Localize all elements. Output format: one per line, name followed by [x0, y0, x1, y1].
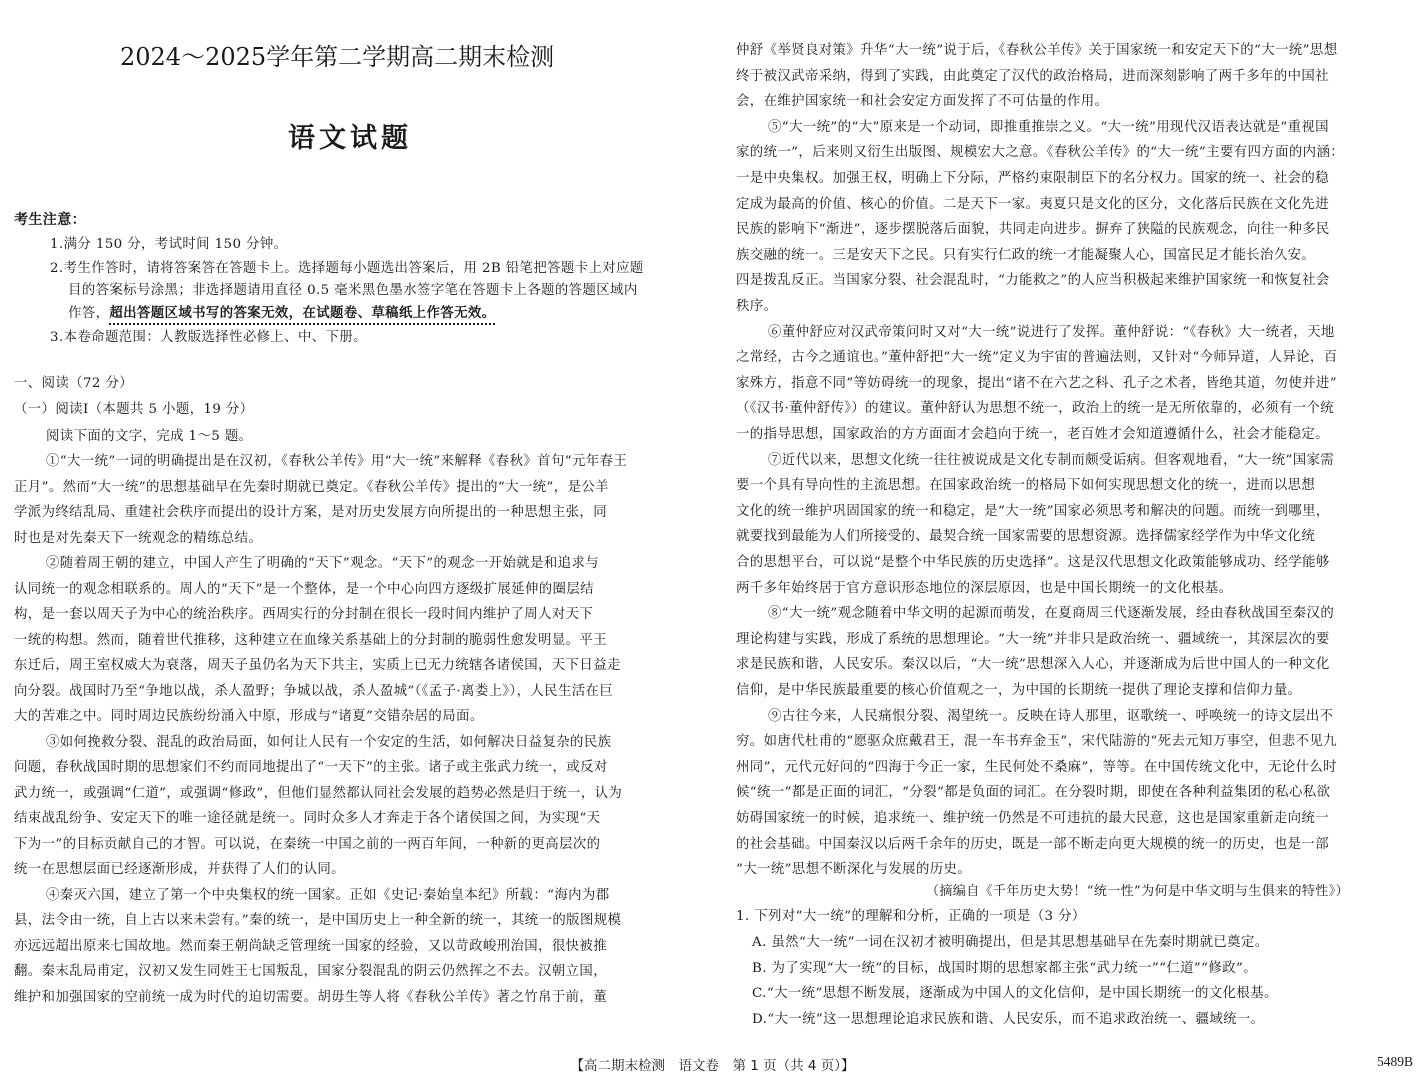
passage-line: 的社会基础。中国秦汉以后两千余年的历史，既是一部不断走向更大规模的统一的历史，也是一部: [736, 836, 1329, 852]
passage-line: 维护和加强国家的空前统一成为时代的迫切需要。胡毋生等人将《春秋公羊传》著之竹帛于前，董: [14, 989, 607, 1005]
passage-line: 家的统一”，后来则又衍生出版图、规模宏大之意。《春秋公羊传》的“大一统”主要有四方面的内涵：: [736, 145, 1345, 161]
passage-line: 向分裂。战国时乃至“争地以战，杀人盈野；争城以战，杀人盈城”（《孟子·离娄上》），人民生活在巨: [14, 683, 614, 699]
passage-line: 候“统一”都是正面的词汇，“分裂”都是负面的词汇。在分裂时期，即使在各种利益集团的私心私欲: [736, 785, 1331, 801]
passage-line: 构，是一套以周天子为中心的统治秩序。西周实行的分封制在很长一段时间内维护了周人对天下: [14, 607, 594, 622]
passage-line: “大一统”思想不断深化与发展的历史。: [736, 862, 972, 878]
passage-line: 一的指导思想，国家政治的方方面面才会趋向于统一，老百姓才会知道遵循什么，社会才能稳定。: [736, 427, 1329, 442]
passage-line: 下为一”的目标贡献自己的才智。可以说，在秦统一中国之前的一两百年间，一种新的更高层次的: [14, 836, 601, 852]
passage-line: 问题，春秋战国时期的思想家们不约而同地提出了“一天下”的主张。诸子或主张武力统一，或反对: [14, 760, 608, 775]
passage-line: ⑧“大一统”观念随着中华文明的起源而萌发，在夏商周三代逐渐发展，经由春秋战国至秦汉的: [768, 606, 1335, 622]
notice-item: 目的答案标号涂黑；非选择题请用直径 0.5 毫米黑色墨水签字笔在答题卡上各题的答题区域内: [68, 283, 638, 298]
passage-line: ⑨古往今来，人民痛恨分裂、渴望统一。反映在诗人那里，讴歌统一、呼唤统一的诗文层出不: [768, 708, 1334, 724]
passage-line: 穷。如唐代杜甫的“愿驱众庶戴君王，混一车书弃金玉”，宋代陆游的“死去元知万事空，但悲不见九: [736, 734, 1337, 750]
passage-line: 之常经，古今之通谊也。”董仲舒把“大一统”定义为宇宙的普遍法则，又针对“今师异道，人异论，百: [736, 350, 1338, 366]
passage-line: ⑦近代以来，思想文化统一往往被说成是文化专制而颇受诟病。但客观地看，“大一统”国家需: [768, 452, 1335, 468]
passage-line: 合的思想平台，可以说“是整个中华民族的历史选择”。这是汉代思想文化政策能够成功、经学能够: [736, 555, 1330, 570]
option-a: A. 虽然“大一统”一词在汉初才被明确提出，但是其思想基础早在先秦时期就已奠定。: [752, 935, 1269, 950]
passage-line: 秩序。: [736, 299, 778, 314]
exam-title: 2024～2025学年第二学期高二期末检测: [120, 43, 555, 71]
option-b: B. 为了实现“大一统”的目标，战国时期的思想家都主张“武力统一”“仁道”“修政”。: [752, 961, 1258, 976]
passage-line: 两千多年始终居于官方意识形态地位的深层原因，也是中国长期统一的文化根基。: [736, 580, 1233, 596]
passage-line: ②随着周王朝的建立，中国人产生了明确的“天下”观念。“天下”的观念一开始就是和追求与: [46, 556, 600, 571]
passage-line: 东迁后，周王室权威大为衰落，周天子虽仍名为天下共主，实质上已无力统辖各诸侯国，天下日益走: [14, 658, 621, 673]
passage-line: 认同统一的观念相联系的。周人的“天下”是一个整体，是一个中心向四方逐级扩展延伸的圈层结: [14, 581, 594, 597]
passage-line: 统一在思想层面已经逐渐形成，并获得了人们的认同。: [14, 862, 345, 877]
passage-line: 一是中央集权。加强王权，明确上下分际，严格约束限制臣下的名分权力。国家的统一、社会的稳: [736, 171, 1329, 186]
notice-heading: 考生注意：: [14, 212, 86, 228]
passage-line: ①“大一统”一词的明确提出是在汉初，《春秋公羊传》用“大一统”来解释《春秋》首句“元年春王: [46, 454, 628, 469]
footer-code: 5489B: [1376, 1054, 1413, 1069]
passage-line: ⑥董仲舒应对汉武帝策问时又对“大一统”说进行了发挥。董仲舒说：“《春秋》大一统者，天地: [768, 324, 1335, 340]
passage-line: ⑤“大一统”的“大”原来是一个动词，即推重推崇之义。“大一统”用现代汉语表达就是“重视国: [768, 119, 1329, 135]
passage-line: ④秦灭六国，建立了第一个中央集权的统一国家。正如《史记·秦始皇本纪》所载：“海内为郡: [46, 887, 610, 903]
passage-line: 终于被汉武帝采纳，得到了实践，由此奠定了汉代的政治格局，进而深刻影响了两千多年的中国社: [736, 68, 1329, 84]
notice-warning: 超出答题区域书写的答案无效，在试题卷、草稿纸上作答无效。: [109, 306, 496, 321]
passage-line: 会，在维护国家统一和社会安定方面发挥了不可估量的作用。: [736, 94, 1109, 110]
passage-line: （《汉书·董仲舒传》）的建议。董仲舒认为思想不统一，政治上的统一是无所依靠的，必须有一个统: [736, 401, 1335, 417]
passage-line: 县，法令由一统，自上古以来未尝有。”秦的统一，是中国历史上一种全新的统一，其统一的版图规模: [14, 913, 622, 928]
passage-line: 结束战乱纷争、安定天下的唯一途径就是统一。同时众多人才奔走于各个诸侯国之间，为实现“天: [14, 811, 601, 826]
page-footer: [0, 1054, 1425, 1078]
passage-line: 民族的影响下“渐进”，逐步摆脱落后面貌，共同走向进步。摒弃了狭隘的民族观念，向往一种多民: [736, 222, 1330, 238]
question-stem: 1. 下列对“大一统”的理解和分析，正确的一项是（3 分）: [736, 909, 1086, 924]
notice-item: 3.本卷命题范围：人教版选择性必修上、中、下册。: [50, 330, 367, 345]
passage-line: 家殊方，指意不同”等妨碍统一的现象，提出“诸不在六艺之科、孔子之术者，皆绝其道，勿使并进”: [736, 375, 1337, 391]
passage-line: 一统的构想。然而，随着世代推移，这种建立在血缘关系基础上的分封制的脆弱性愈发明显。平王: [14, 632, 607, 648]
passage-line: 四是拨乱反正。当国家分裂、社会混乱时，“力能救之”的人应当积极起来维护国家统一和恢复社会: [736, 273, 1330, 289]
passage-line: 文化的统一维护巩固国家的统一和稳定，是“大一统”国家必须思考和解决的问题。而统一到哪里，: [736, 503, 1330, 519]
section-title: 一、阅读（72 分）: [14, 376, 134, 391]
subject-title: 语文试题: [288, 123, 412, 154]
passage-line: 学派为终结乱局、重建社会秩序而提出的设计方案，是对历史发展方向所提出的一种思想主张，同: [14, 505, 607, 520]
passage-line: 正月”。然而“大一统”的思想基础早在先秦时期就已奠定。《春秋公羊传》提出的“大一统”，是公羊: [14, 479, 609, 495]
option-c: C.“大一统”思想不断发展，逐渐成为中国人的文化信仰，是中国长期统一的文化根基。: [752, 986, 1278, 1001]
footer-page-info: 【高二期末检测 语文卷 第 1 页（共 4 页）】: [570, 1058, 855, 1074]
passage-line: 妨碍国家统一的时候，追求统一、维护统一仍然是不可违抗的最大民意，这也是国家重新走向统一: [736, 811, 1329, 826]
passage-line: 定成为最高的价值、核心的价值。二是天下一家。夷夏只是文化的区分，文化落后民族在文化先进: [736, 196, 1329, 212]
notice-item: [68, 305, 496, 323]
passage-line: 武力统一，或强调“仁道”，或强调“修政”，但他们显然都认同社会发展的趋势必然是归于统一，认为: [14, 785, 623, 801]
notice-item: 1.满分 150 分，考试时间 150 分钟。: [50, 237, 288, 252]
passage-line: 就要找到最能为人们所接受的、最契合统一国家需要的思想资源。选择儒家经学作为中华文化统: [736, 529, 1316, 545]
passage-line: 州同”，元代元好问的“四海于今正一家，生民何处不桑麻”，等等。在中国传统文化中，无论什么时: [736, 759, 1337, 775]
passage-line: 大的苦难之中。同时周边民族纷纷涌入中原，形成与“诸夏”交错杂居的局面。: [14, 709, 484, 724]
notice-item: 2.考生作答时，请将答案答在答题卡上。选择题每小题选出答案后，用 2B 铅笔把答题卡上对应题: [50, 261, 644, 276]
option-d: D.“大一统”这一思想理论追求民族和谐、人民安乐，而不追求政治统一、疆域统一。: [752, 1012, 1265, 1027]
section-instruction: 阅读下面的文字，完成 1～5 题。: [46, 429, 253, 444]
passage-line: 仲舒《举贤良对策》升华“大一统”说于后，《春秋公羊传》关于国家统一和安定天下的“大一统”思想: [736, 43, 1338, 58]
notice-item-prefix: 作答，: [68, 306, 110, 321]
passage-line: ③如何挽救分裂、混乱的政治局面，如何让人民有一个安定的生活，如何解决日益复杂的民族: [46, 734, 612, 750]
passage-line: 信仰，是中华民族最重要的核心价值观之一，为中国的长期统一提供了理论支撑和信仰力量。: [736, 683, 1302, 698]
passage-line: 时也是对先秦天下一统观念的精练总结。: [14, 530, 263, 546]
passage-line: 要一个具有导向性的主流思想。在国家政治统一的格局下如何实现思想文化的统一，进而以思想: [736, 478, 1316, 494]
section-subtitle: （一）阅读Ⅰ（本题共 5 小题，19 分）: [14, 402, 254, 417]
passage-line: 族交融的统一。三是安天下之民。只有实行仁政的统一才能凝聚人心，国富民足才能长治久安。: [736, 247, 1316, 263]
passage-line: 求是民族和谐，人民安乐。秦汉以后，“大一统”思想深入人心，并逐渐成为后世中国人的一种文化: [736, 657, 1330, 673]
passage-line: 翻。秦末乱局甫定，汉初又发生同姓王七国叛乱，国家分裂混乱的阴云仍然挥之不去。汉朝立国，: [14, 964, 607, 979]
source-citation: （摘编自《千年历史大势！“统一性”为何是中华文明与生俱来的特性》）: [926, 884, 1349, 899]
passage-line: 亦远远超出原来七国故地。然而秦王朝尚缺乏管理统一国家的经验，又以苛政峻刑治国，很快被推: [14, 938, 607, 954]
passage-line: 理论构建与实践，形成了系统的思想理论。“大一统”并非只是政治统一、疆域统一，其深层次的要: [736, 631, 1330, 647]
